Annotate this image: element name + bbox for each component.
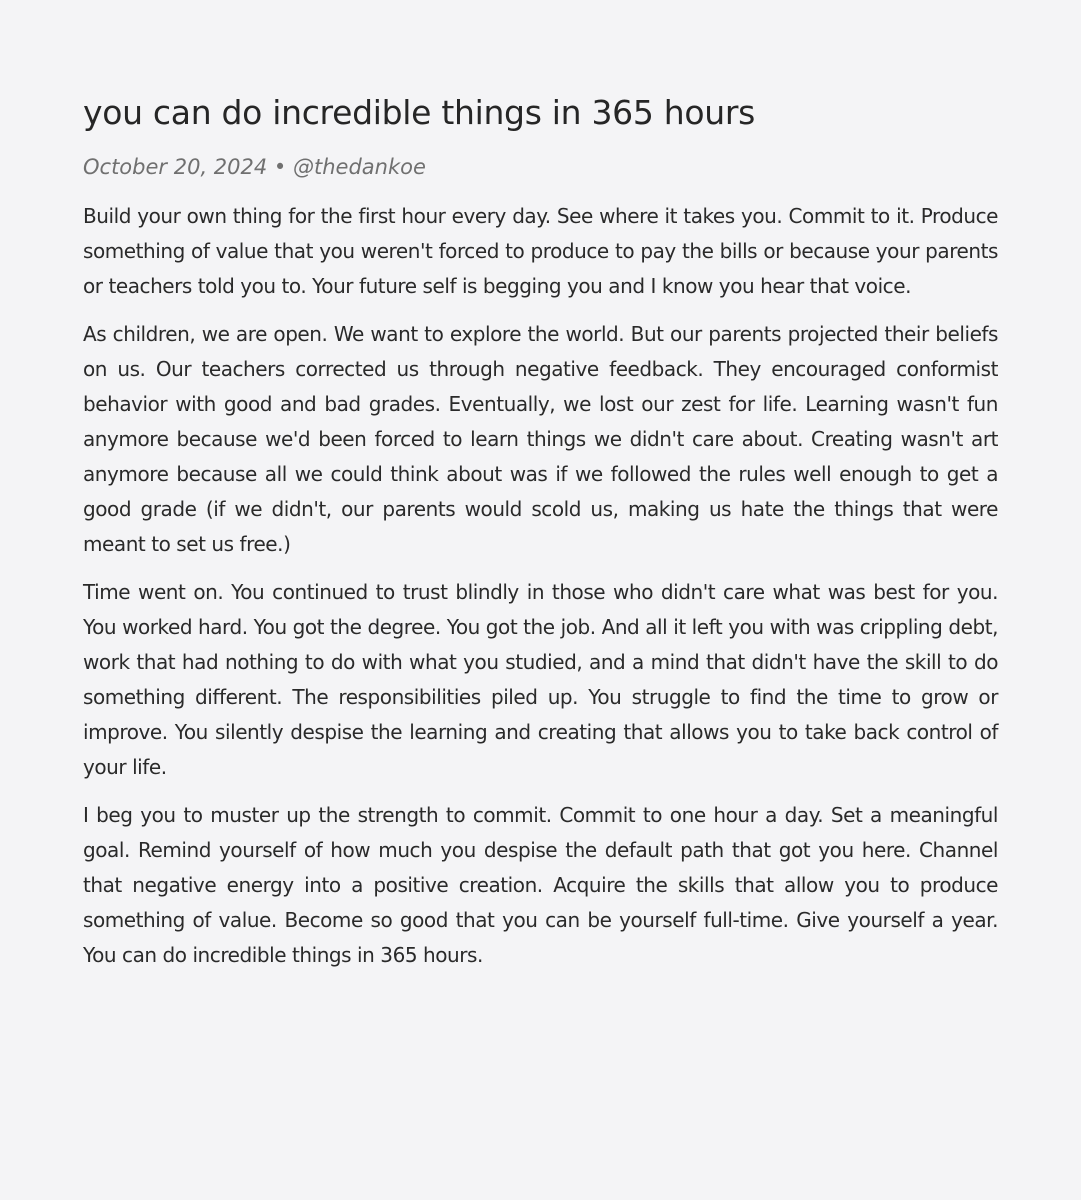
post-date: October 20, 2024	[83, 155, 268, 179]
post-meta	[83, 151, 998, 183]
post-author: @thedankoe	[293, 155, 426, 179]
post-paragraph: I beg you to muster up the strength to commit. Commit to one hour a day. Set a meaningful goal. Remind yourself of how much you despise the default path that got you here. Channel that negative energy into a positive creation. Acquire the skills that allow you to produce something of value. Become so good that you can be yourself full-time. Give yourself a year. You can do incredible things in 365 hours.	[83, 803, 998, 967]
post-paragraph: Time went on. You continued to trust blindly in those who didn't care what was best for you. You worked hard. You got the degree. You got the job. And all it left you with was crippling debt, work that had nothing to do with what you studied, and a mind that didn't have the skill to do something different. The responsibilities piled up. You struggle to find the time to grow or improve. You silently despise the learning and creating that allows you to take back control of your life.	[83, 580, 998, 779]
article	[83, 86, 998, 986]
post-paragraph: Build your own thing for the first hour every day. See where it takes you. Commit to it. Produce something of value that you weren't forced to produce to pay the bills or because your parents or teachers told you to. Your future self is begging you and I know you hear that voice.	[83, 204, 998, 298]
meta-separator: •	[273, 155, 287, 179]
post-paragraph: As children, we are open. We want to explore the world. But our parents projected their beliefs on us. Our teachers corrected us through negative feedback. They encouraged conformist behavior with good and bad grades. Eventually, we lost our zest for life. Learning wasn't fun anymore because we'd been forced to learn things we didn't care about. Creating wasn't art anymore because all we could think about was if we followed the rules well enough to get a good grade (if we didn't, our parents would scold us, making us hate the things that were meant to set us free.)	[83, 322, 998, 556]
post-title: you can do incredible things in 365 hours	[83, 93, 756, 132]
